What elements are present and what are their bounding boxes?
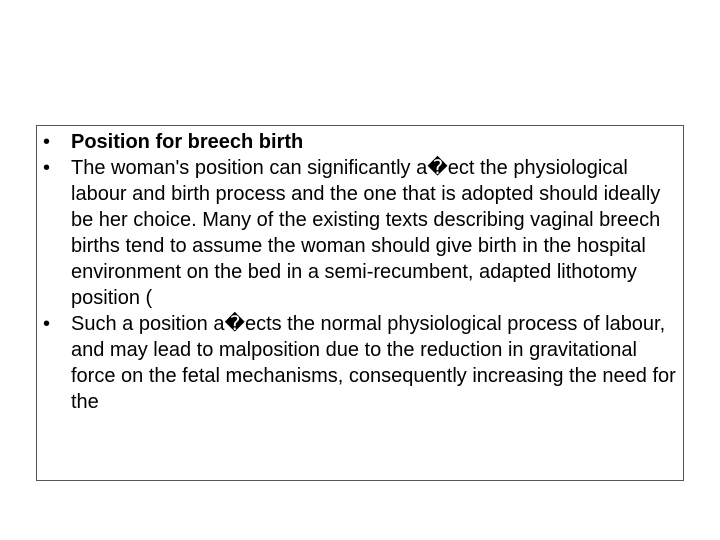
bullet-item-position-effect — [43, 155, 683, 311]
bullet-dot-icon: • — [43, 157, 51, 179]
bullet-item-malposition — [43, 311, 683, 415]
bullet-item-title — [43, 129, 683, 155]
bullet-list — [43, 129, 683, 415]
bullet-dot-icon: • — [43, 131, 51, 153]
bullet-text: Position for breech birth — [71, 131, 304, 153]
bullet-dot-icon: • — [43, 313, 51, 335]
content-box — [36, 125, 684, 481]
bullet-text: Such a position a�ects the normal physiological process of labour, and may lead to malposition due to the reduction in gravitational force on the fetal mechanisms, consequently increasing the need for the — [71, 313, 676, 413]
bullet-text: The woman's position can significantly a�ect the physiological labour and birth process and the one that is adopted should ideally be her choice. Many of the existing texts describing vaginal breech births tend to assume the woman should give birth in the hospital environment on the bed in a semi-recumbent, adapted lithotomy position ( — [71, 157, 661, 309]
